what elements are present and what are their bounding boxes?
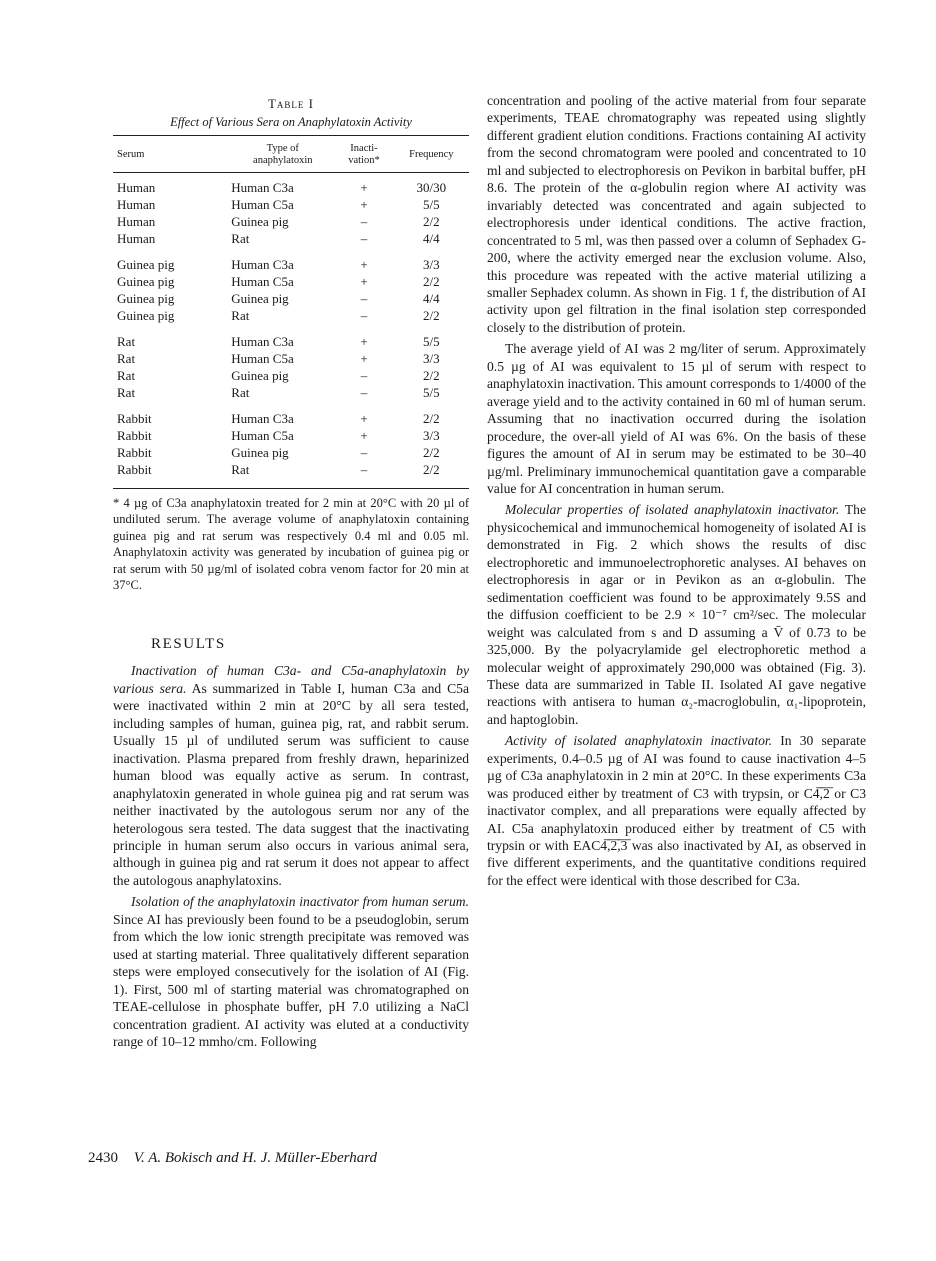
cell-serum: Rabbit bbox=[117, 462, 152, 477]
paragraph-run-in-heading: Molecular properties of isolated anaphylatoxin inactivator. bbox=[505, 502, 840, 518]
cell-frequency: 3/3 bbox=[423, 257, 440, 272]
table-row bbox=[113, 230, 469, 247]
cell-anaphylatoxin: Human C5a bbox=[231, 274, 294, 289]
cell-inactivation: + bbox=[360, 257, 368, 272]
cell-inactivation: – bbox=[360, 462, 368, 477]
cell-inactivation: – bbox=[360, 214, 368, 229]
cell-anaphylatoxin: Guinea pig bbox=[231, 368, 289, 383]
table-row bbox=[113, 367, 469, 384]
cell-serum: Rabbit bbox=[117, 428, 152, 443]
right-body-text bbox=[487, 92, 866, 889]
cell-frequency: 2/2 bbox=[423, 411, 440, 426]
cell-serum: Guinea pig bbox=[117, 274, 175, 289]
cell-anaphylatoxin: Rat bbox=[231, 231, 250, 246]
cell-frequency: 4/4 bbox=[423, 231, 440, 246]
table-footnote: * 4 µg of C3a anaphylatoxin treated for 2 min at 20°C with 20 µl of undiluted serum. The average volume of anaphylatoxin containing guinea pig and rat serum was respectively 0.4 ml and 0.05 ml. Anaphylatoxin activity was generated by incubation of guinea pig or rat serum with 50 µg/ml of isolated cobra venom factor for 20 min at 37°C. bbox=[113, 488, 469, 593]
cell-serum: Rat bbox=[117, 351, 136, 366]
header-serum: Serum bbox=[113, 136, 231, 173]
cell-anaphylatoxin: Human C3a bbox=[231, 411, 294, 426]
paragraph-run-in-heading: Inactivation of human C3a- and C5a-anaphylatoxin by various sera. bbox=[113, 663, 469, 696]
header-frequency: Frequency bbox=[394, 136, 469, 173]
cell-inactivation: + bbox=[360, 180, 368, 195]
table-subtitle: Effect of Various Sera on Anaphylatoxin Activity bbox=[170, 115, 412, 129]
cell-inactivation: + bbox=[360, 411, 368, 426]
table-row bbox=[113, 173, 469, 197]
left-paragraph: Isolation of the anaphylatoxin inactivator from human serum. Since AI has previously been found to be a pseudoglobin, serum from which the low ionic strength precipitate was removed was used at starting material. Three qualitatively different separation steps were employed consecutively for the isolation of AI (Fig. 1). First, 500 ml of starting material was chromatographed on TEAE-cellulose in phosphate buffer, pH 7.0 utilizing a NaCl concentration gradient. AI activity was eluted at a conductivity range of 10–12 mmho/cm. Following bbox=[113, 894, 469, 1049]
cell-frequency: 30/30 bbox=[416, 180, 447, 195]
cell-serum: Rat bbox=[117, 368, 136, 383]
cell-serum: Human bbox=[117, 214, 156, 229]
cell-inactivation: + bbox=[360, 351, 368, 366]
table-row bbox=[113, 401, 469, 427]
results-heading: RESULTS bbox=[151, 636, 226, 653]
cell-serum: Human bbox=[117, 231, 156, 246]
table-title: Table I bbox=[267, 96, 315, 111]
cell-anaphylatoxin: Rat bbox=[231, 385, 250, 400]
table-body bbox=[113, 173, 469, 479]
table-row bbox=[113, 444, 469, 461]
cell-frequency: 2/2 bbox=[423, 445, 440, 460]
cell-serum: Guinea pig bbox=[117, 291, 175, 306]
table-row bbox=[113, 461, 469, 478]
cell-frequency: 2/2 bbox=[423, 462, 440, 477]
cell-anaphylatoxin: Human C5a bbox=[231, 428, 294, 443]
cell-anaphylatoxin: Guinea pig bbox=[231, 214, 289, 229]
right-paragraph: concentration and pooling of the active material from four separate experiments, TEAE chromatography was repeated using slightly different gradient elution conditions. Fractions containing AI activity from the second chromatogram were pooled and concentrated to 10 ml and subjected to electrophoresis on Pevikon in barbital buffer, pH 8.6. The protein of the α-globulin region where AI activity was invariably detected was concentrated and again subjected to electrophoresis under identical conditions. The active fraction, concentrated to 5 ml, was then passed over a column of Sephadex G-200, where the activity emerged near the exclusion volume. Also, this procedure was repeated with the active material utilizing a smaller Sephadex column. As shown in Fig. 1 f, the distribution of AI activity upon gel filtration in the final isolation step corresponded closely to the distribution of protein. bbox=[487, 93, 866, 335]
cell-serum: Rabbit bbox=[117, 411, 152, 426]
cell-serum: Human bbox=[117, 197, 156, 212]
left-column bbox=[113, 96, 469, 1050]
table-row bbox=[113, 247, 469, 273]
page-footer bbox=[88, 1148, 377, 1168]
running-authors: V. A. Bokisch and H. J. Müller-Eberhard bbox=[133, 1150, 378, 1166]
cell-inactivation: + bbox=[360, 274, 368, 289]
cell-inactivation: – bbox=[360, 231, 368, 246]
paragraph-run-in-heading: Activity of isolated anaphylatoxin inactivator. bbox=[505, 733, 773, 749]
cell-inactivation: – bbox=[360, 385, 368, 400]
cell-frequency: 2/2 bbox=[423, 274, 440, 289]
cell-frequency: 5/5 bbox=[423, 385, 440, 400]
cell-serum: Guinea pig bbox=[117, 257, 175, 272]
cell-frequency: 3/3 bbox=[423, 428, 440, 443]
table-row bbox=[113, 307, 469, 324]
right-paragraph: Activity of isolated anaphylatoxin inactivator. In 30 separate experiments, 0.4–0.5 µg of AI was found to cause inactivation 4–5 µg of C3a anaphylatoxin in 2 min at 20°C. In these experiments C3a was produced either by treatment of C3 with trypsin, or C4̅,̅2̅ or C3 inactivator complex, and all preparations were equally affected by AI. C5a anaphylatoxin produced either by treatment of C5 with trypsin or with EAC4̅,̅2̅,̅3̅ was also inactivated by AI, as observed in five different experiments, and the quantitative conditions required for the effect were identical with those described for C3a. bbox=[487, 733, 866, 888]
sera-effect-table bbox=[113, 135, 469, 478]
cell-serum: Rat bbox=[117, 385, 136, 400]
table-row bbox=[113, 196, 469, 213]
table-row bbox=[113, 290, 469, 307]
left-body-text bbox=[113, 662, 469, 1050]
table-row bbox=[113, 384, 469, 401]
cell-inactivation: – bbox=[360, 368, 368, 383]
table-row bbox=[113, 324, 469, 350]
cell-inactivation: + bbox=[360, 197, 368, 212]
cell-inactivation: + bbox=[360, 428, 368, 443]
cell-inactivation: – bbox=[360, 445, 368, 460]
table-row bbox=[113, 273, 469, 290]
right-column bbox=[487, 92, 866, 889]
cell-frequency: 5/5 bbox=[423, 334, 440, 349]
cell-frequency: 2/2 bbox=[423, 308, 440, 323]
cell-anaphylatoxin: Human C5a bbox=[231, 197, 294, 212]
cell-serum: Guinea pig bbox=[117, 308, 175, 323]
cell-serum: Rabbit bbox=[117, 445, 152, 460]
cell-frequency: 4/4 bbox=[423, 291, 440, 306]
cell-anaphylatoxin: Human C3a bbox=[231, 180, 294, 195]
cell-inactivation: – bbox=[360, 308, 368, 323]
cell-inactivation: – bbox=[360, 291, 368, 306]
cell-anaphylatoxin: Human C3a bbox=[231, 257, 294, 272]
right-paragraph: The average yield of AI was 2 mg/liter of serum. Approximately 0.5 µg of AI was equivalent to 15 µl of serum with respect to anaphylatoxin inactivation. This amount corresponds to 1/4000 of the average yield and to the activity contained in 60 ml of human serum. Assuming that no inactivation occurred during the isolation procedure, the over-all yield of AI was 6%. On the basis of these figures the amount of AI in serum may be estimated to be 30–40 µg/ml. Preliminary immunochemical quantitation gave a comparable value for AI concentration in human serum. bbox=[487, 341, 866, 496]
cell-serum: Rat bbox=[117, 334, 136, 349]
cell-anaphylatoxin: Guinea pig bbox=[231, 445, 289, 460]
cell-anaphylatoxin: Rat bbox=[231, 308, 250, 323]
page-number: 2430 bbox=[88, 1150, 118, 1166]
left-paragraph: Inactivation of human C3a- and C5a-anaphylatoxin by various sera. As summarized in Table I, human C3a and C5a were inactivated within 2 min at 20°C by all sera tested, including samples of human, guinea pig, rat, and rabbit serum. Usually 15 µl of undiluted serum was sufficient to cause inactivation. Plasma prepared from freshly drawn, heparinized human blood was equally active as serum. In contrast, anaphylatoxin generated in whole guinea pig and rat serum was neither inactivated by the autologous serum nor any of the heterologous sera tested. The data suggest that the inactivating principle in human serum also occurs in various animal sera, although in guinea pig and rat serum it does not appear to affect the autologous anaphylatoxins. bbox=[113, 663, 469, 888]
cell-frequency: 2/2 bbox=[423, 368, 440, 383]
cell-serum: Human bbox=[117, 180, 156, 195]
table-header-row bbox=[113, 136, 469, 173]
cell-anaphylatoxin: Guinea pig bbox=[231, 291, 289, 306]
table-row bbox=[113, 350, 469, 367]
cell-anaphylatoxin: Rat bbox=[231, 462, 250, 477]
cell-inactivation: + bbox=[360, 334, 368, 349]
header-inactivation: Inacti- vation* bbox=[334, 136, 393, 173]
cell-anaphylatoxin: Human C5a bbox=[231, 351, 294, 366]
right-paragraph: Molecular properties of isolated anaphylatoxin inactivator. The physicochemical and immunochemical homogeneity of isolated AI is demonstrated in Fig. 2 which shows the results of disc electrophoretic and immunoelectrophoretic analyses. AI behaves on electrophoresis in agar or in Pevikon as an α-globulin. The sedimentation coefficient was found to be approximately 9.5S and the diffusion coefficient to be 2.9 × 10⁻⁷ cm²/sec. The molecular weight was calculated from s and D assuming a V̄ of 0.73 to be 325,000. By the polyacrylamide gel electrophoretic method a molecular weight of approximately 290,000 was obtained (Fig. 3). These data are summarized in Table II. Isolated AI gave negative reactions with antisera to human α₂-macroglobulin, α₁-lipoprotein, and haptoglobin. bbox=[487, 502, 866, 727]
table-row bbox=[113, 427, 469, 444]
cell-anaphylatoxin: Human C3a bbox=[231, 334, 294, 349]
paragraph-run-in-heading: Isolation of the anaphylatoxin inactivator from human serum. bbox=[131, 894, 469, 910]
cell-frequency: 3/3 bbox=[423, 351, 440, 366]
cell-frequency: 2/2 bbox=[423, 214, 440, 229]
header-anaphylatoxin-type: Type of anaphylatoxin bbox=[231, 136, 334, 173]
table-row bbox=[113, 213, 469, 230]
cell-frequency: 5/5 bbox=[423, 197, 440, 212]
